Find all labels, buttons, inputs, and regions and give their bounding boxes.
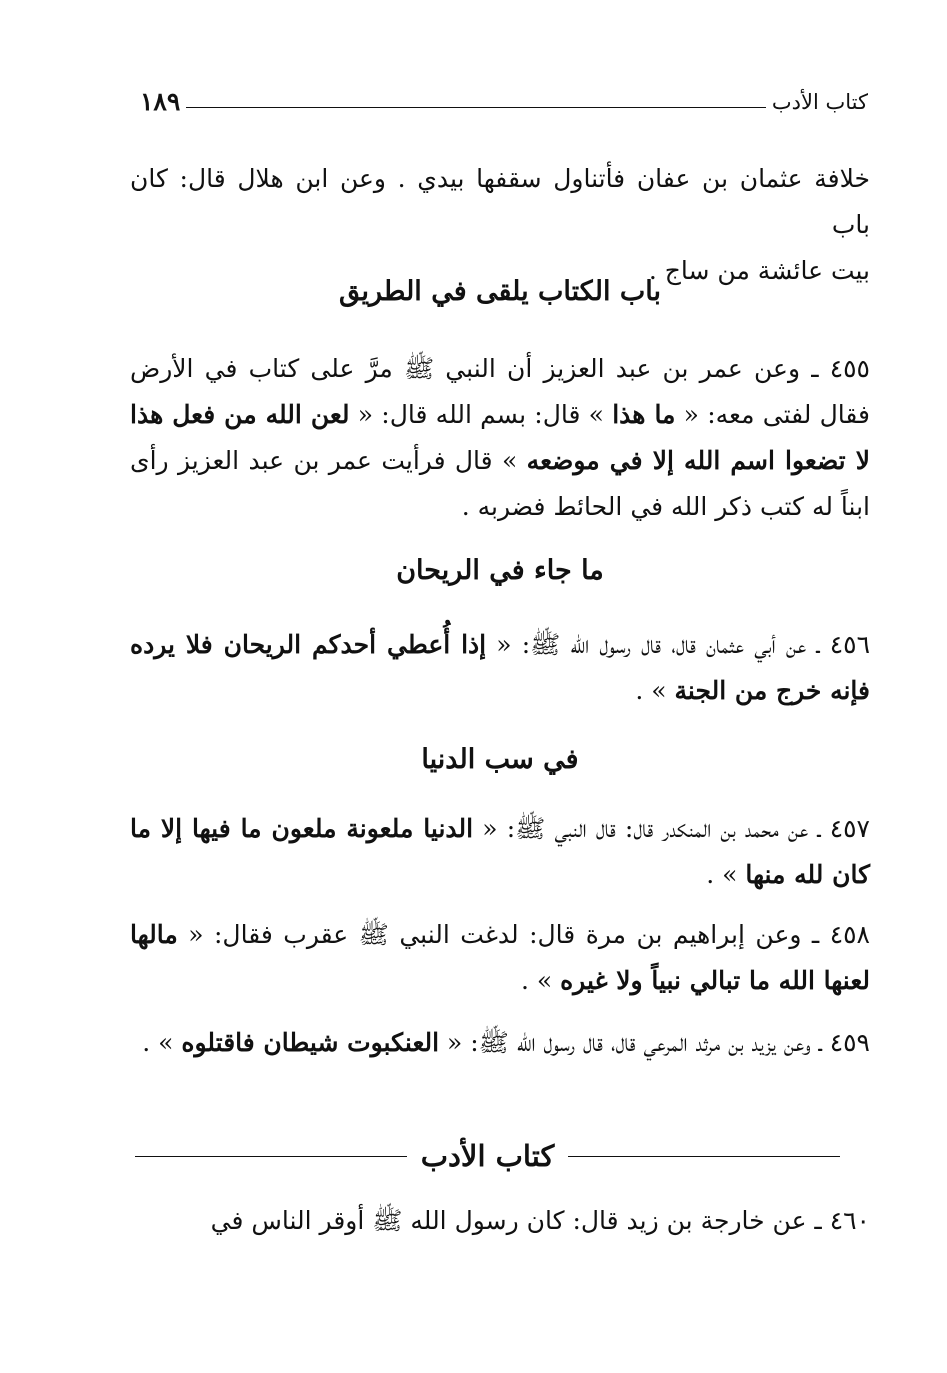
section-heading-cursing-world: في سب الدنيا: [421, 744, 579, 775]
hadith-456-quote: إذا أُعطي أحدكم الريحان فلا يرده فإنه خرج من الجنة: [130, 630, 870, 705]
hadith-459-text-1: ٤٥٩ ـ وعن يزيد بن مرثد المرعي قال، قال رسول الله ﷺ: «: [439, 1028, 870, 1057]
hadith-455-text-3: » قال فرأيت عمر بن عبد العزيز رأى ابناً له كتب ذكر الله في الحائط فضربه .: [130, 446, 870, 521]
hadith-456: [130, 622, 870, 714]
hadith-459: [130, 1020, 870, 1066]
chapter-title: كتاب الأدب: [420, 1139, 555, 1173]
hadith-457-quote: الدنيا ملعونة ملعون ما فيها إلا ما كان لله منها: [130, 814, 870, 889]
hadith-457-text-2: » .: [706, 860, 746, 889]
hadith-455-text-1: ٤٥٥ ـ وعن عمر بن عبد العزيز أن النبي ﷺ مرَّ على كتاب في الأرض فقال لفتى معه: «: [130, 354, 870, 429]
hadith-456-text-1: ٤٥٦ ـ عن أبي عثمان قال، قال رسول الله ﷺ: «: [486, 630, 871, 659]
hadith-455-quote-1: ما هذا: [612, 400, 676, 429]
hadith-457-text-1: ٤٥٧ ـ عن محمد بن المنكدر قال: قال النبي ﷺ: «: [473, 814, 870, 843]
page-number: ١٨٩: [140, 87, 181, 116]
hadith-456-text-2: » .: [635, 676, 675, 705]
running-title: كتاب الأدب: [771, 90, 868, 114]
hadith-458: [130, 912, 870, 1004]
hadith-460: [130, 1198, 870, 1244]
section-heading-book-in-road: باب الكتاب يلقى في الطريق: [338, 276, 662, 307]
hadith-459-text-2: » .: [142, 1028, 182, 1057]
hadith-455-text-2: » قال: بسم الله قال: «: [349, 400, 613, 429]
hadith-460-text: ٤٦٠ ـ عن خارجة بن زيد قال: كان رسول الله ﷺ أوقر الناس في: [210, 1206, 870, 1235]
intro-line-2: بيت عائشة من ساج .: [648, 256, 870, 285]
header-rule: [186, 107, 766, 108]
running-header: [140, 82, 868, 118]
hadith-455-quote-2: لعن الله من فعل هذا لا تضعوا اسم الله إلا في موضعه: [130, 400, 870, 475]
hadith-455: [130, 346, 870, 530]
hadith-457: [130, 806, 870, 898]
hadith-459-quote: العنكبوت شيطان فاقتلوه: [181, 1028, 440, 1057]
hadith-458-quote: مالها لعنها الله ما تبالي نبياً ولا غيره: [130, 920, 870, 995]
intro-line-1: خلافة عثمان بن عفان فأتناول سقفها بيدي . وعن ابن هلال قال: كان باب: [130, 164, 870, 239]
hadith-458-text-2: » .: [520, 966, 561, 995]
separator-rule-right: [568, 1156, 840, 1157]
chapter-separator: [135, 1133, 840, 1179]
section-heading-basil: ما جاء في الريحان: [396, 555, 604, 586]
separator-rule-left: [135, 1156, 407, 1157]
intro-paragraph: [130, 156, 870, 294]
hadith-458-text-1: ٤٥٨ ـ وعن إبراهيم بن مرة قال: لدغت النبي ﷺ عقرب فقال: «: [177, 920, 870, 949]
